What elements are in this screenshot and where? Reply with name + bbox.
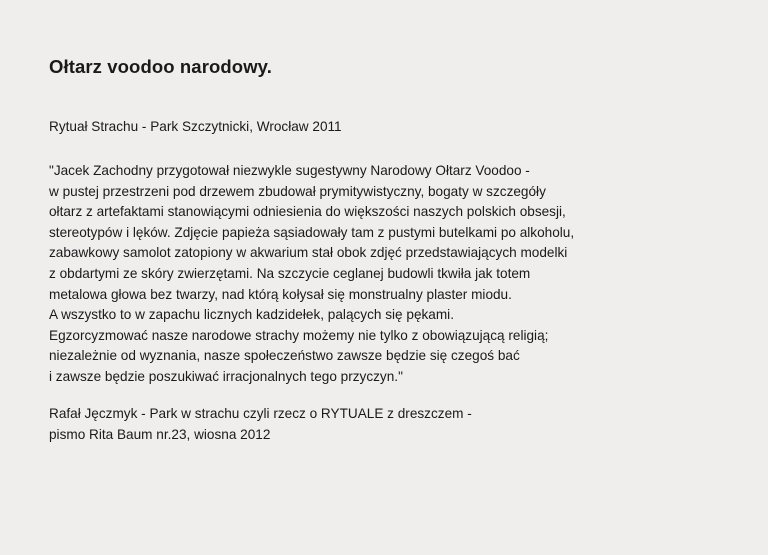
- citation: [49, 404, 472, 445]
- quote-line: z obdartymi ze skóry zwierzętami. Na szczycie ceglanej budowli tkwiła jak totem: [49, 265, 531, 281]
- quote-line: metalowa głowa bez twarzy, nad którą kołysał się monstrualny plaster miodu.: [49, 286, 512, 302]
- quote-paragraph: [49, 161, 574, 388]
- quote-line: zabawkowy samolot zatopiony w akwarium stał obok zdjęć przedstawiających modelki: [49, 245, 568, 261]
- quote-line: Egzorcyzmować nasze narodowe strachy możemy nie tylko z obowiązującą religią;: [49, 327, 549, 343]
- quote-line: i zawsze będzie poszukiwać irracjonalnych tego przyczyn.": [49, 368, 403, 384]
- quote-line: "Jacek Zachodny przygotował niezwykle sugestywny Narodowy Ołtarz Voodoo -: [49, 163, 530, 178]
- citation-line: pismo Rita Baum nr.23, wiosna 2012: [49, 426, 271, 442]
- citation-line: Rafał Jęczmyk - Park w strachu czyli rzecz o RYTUALE z dreszczem -: [49, 406, 472, 421]
- quote-line: niezależnie od wyznania, nasze społeczeństwo zawsze będzie się czegoś bać: [49, 348, 520, 364]
- quote-line: ołtarz z artefaktami stanowiącymi odniesienia do większości naszych polskich obsesji,: [49, 204, 566, 220]
- quote-line: A wszystko to w zapachu licznych kadzidełek, palących się pękami.: [49, 307, 454, 323]
- page-title: Ołtarz voodoo narodowy.: [49, 56, 272, 77]
- quote-line: w pustej przestrzeni pod drzewem zbudował prymitywistyczny, bogaty w szczegóły: [49, 183, 546, 199]
- quote-line: stereotypów i lęków. Zdjęcie papieża sąsiadowały tam z pustymi butelkami po alkoholu,: [49, 224, 575, 240]
- event-subtitle: Rytuał Strachu - Park Szczytnicki, Wrocław 2011: [49, 119, 342, 134]
